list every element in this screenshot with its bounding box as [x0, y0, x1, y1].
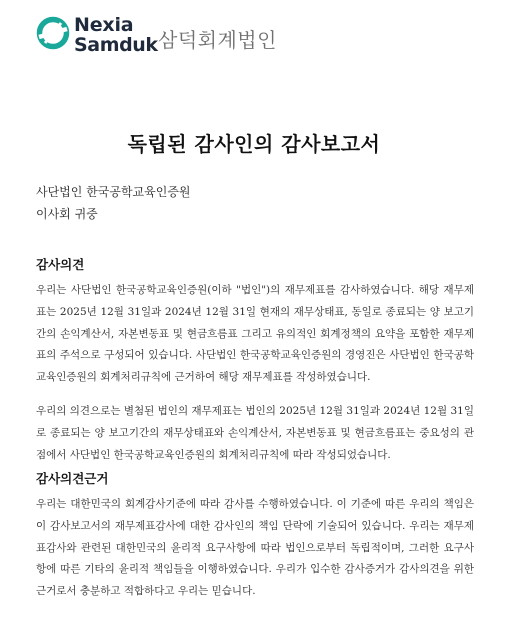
section-opinion-basis: [36, 470, 474, 603]
addressee-block: [36, 181, 191, 225]
firm-name: 삼덕회계법인: [158, 28, 277, 52]
paragraph: 우리의 의견으로는 별첨된 법인의 재무제표는 법인의 2025년 12월 31일과 2024년 12월 31일로 종료되는 양 보고기간의 재무상태표와 손익계산서, 자본변동표 및 현금흐름표는 중요성의 관점에서 사단법인 한국공학교육인증원의 회계처리규칙에 따라 작성되었습니다.: [36, 404, 474, 461]
nexia-logo-icon: [36, 16, 70, 50]
paragraph: 우리는 사단법인 한국공학교육인증원(이하 "법인")의 재무제표를 감사하였습니다. 해당 재무제표는 2025년 12월 31일과 2024년 12월 31일 현재의 재무상태표, 동일로 종료되는 양 보고기간의 손익계산서, 자본변동표 및 현금흐름표 그리고 유의적인 회계정책의 요약을 포함한 재무제표의 주석으로 구성되어 있습니다. 사단법인 한국공학교육인증원의 경영진은 사단법인 한국공학교육인증원의 회계처리규칙에 근거하여 해당 재무제표를 작성하였습니다.: [36, 284, 474, 384]
addressee-recipient: 이사회 귀중: [36, 207, 98, 221]
section-audit-opinion: [36, 256, 474, 466]
page-header: [36, 16, 476, 56]
section-heading: 감사의견근거: [36, 471, 109, 486]
brand-line-nexia: Nexia: [74, 14, 134, 36]
section-heading: 감사의견: [36, 257, 85, 272]
addressee-organization: 사단법인 한국공학교육인증원: [36, 185, 191, 199]
paragraph: 우리는 대한민국의 회계감사기준에 따라 감사를 수행하였습니다. 이 기준에 따른 우리의 책임은 이 감사보고서의 재무제표감사에 대한 감사인의 책임 단락에 기술되어 있습니다. 우리는 재무제표감사와 관련된 대한민국의 윤리적 요구사항에 따라 법인으로부터 독립적이며, 그러한 요구사항에 따른 기타의 윤리적 책임들을 이행하였습니다. 우리가 입수한 감사증거가 감사의견을 위한 근거로서 충분하고 적합하다고 우리는 믿습니다.: [36, 498, 474, 598]
brand-name: [74, 16, 158, 55]
brand-line-samduk: Samduk: [74, 34, 158, 56]
document-title: 독립된 감사인의 감사보고서: [127, 132, 381, 156]
